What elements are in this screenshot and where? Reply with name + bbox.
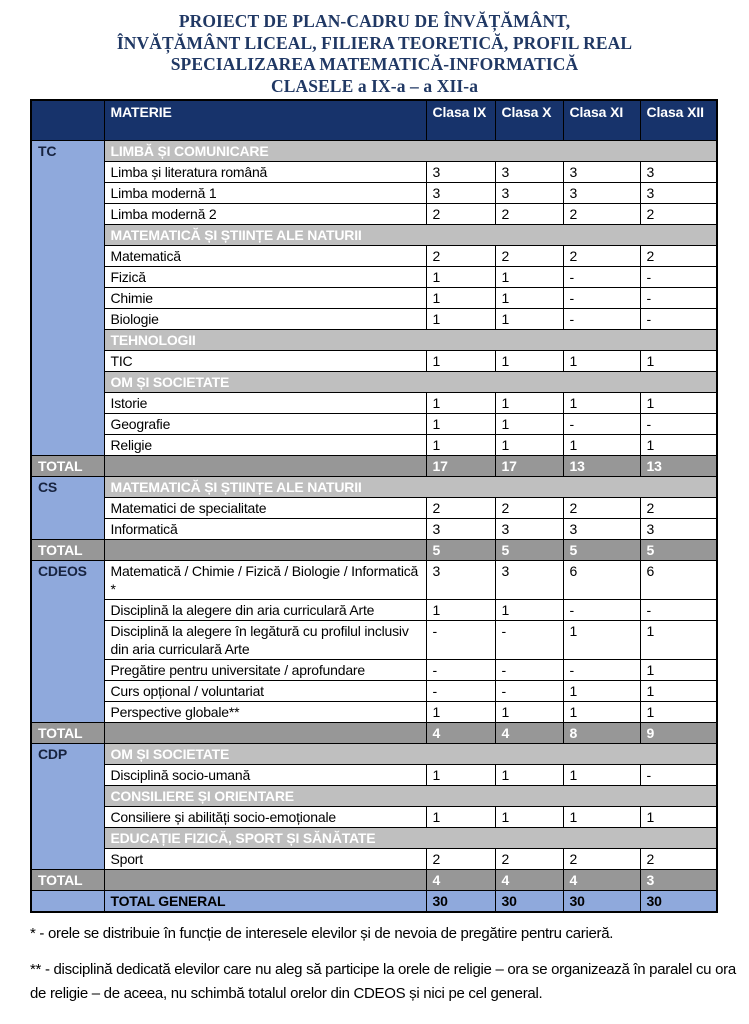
value-cell: 2	[563, 245, 640, 266]
table-row	[31, 140, 717, 161]
value-cell: 3	[426, 182, 495, 203]
subject-label-cell: Istorie	[104, 392, 426, 413]
table-row	[31, 287, 717, 308]
value-cell: 1	[563, 350, 640, 371]
value-cell: 1	[495, 308, 563, 329]
table-row	[31, 182, 717, 203]
footnote-2: ** - disciplină dedicată elevilor care nu aleg să participe la orele de religie – ora se organizează în paralel cu ora de religie – de aceea, nu schimbă totalul orelor din CDEOS și nici pe cel general.	[30, 960, 736, 1002]
subject-label-cell: Curs opțional / voluntariat	[104, 680, 426, 701]
value-cell: 1	[495, 287, 563, 308]
value-cell: 1	[426, 413, 495, 434]
section-header-cell: MATEMATICĂ ȘI ȘTIINȚE ALE NATURII	[104, 476, 717, 497]
table-row	[31, 659, 717, 680]
value-cell: 3	[495, 182, 563, 203]
table-row	[31, 518, 717, 539]
category-cell-cdp: CDP	[31, 743, 104, 869]
subject-label-cell: Chimie	[104, 287, 426, 308]
table-row	[31, 599, 717, 620]
total-value-cell: 4	[495, 869, 563, 890]
value-cell: 3	[426, 560, 495, 599]
value-cell: 1	[563, 620, 640, 659]
total-value-cell: 13	[640, 455, 717, 476]
total-value-cell: 13	[563, 455, 640, 476]
value-cell: 1	[563, 701, 640, 722]
value-cell: 1	[426, 764, 495, 785]
value-cell: 1	[426, 806, 495, 827]
table-header	[31, 100, 717, 140]
table-row	[31, 224, 717, 245]
grand-total-value-cell: 30	[426, 890, 495, 912]
value-cell: -	[640, 764, 717, 785]
value-cell: 3	[640, 161, 717, 182]
value-cell: -	[426, 659, 495, 680]
total-value-cell: 3	[640, 869, 717, 890]
title-line-2: ÎNVĂȚĂMÂNT LICEAL, FILIERA TEORETICĂ, PROFIL REAL	[116, 32, 633, 53]
total-value-cell: 17	[495, 455, 563, 476]
total-value-cell: 5	[563, 539, 640, 560]
table-row	[31, 680, 717, 701]
total-value-cell: 9	[640, 722, 717, 743]
subject-label-cell: Fizică	[104, 266, 426, 287]
value-cell: 2	[426, 848, 495, 869]
header-materie-cell: MATERIE	[104, 100, 426, 140]
table-row	[31, 497, 717, 518]
footnotes	[30, 922, 745, 1006]
subject-label-cell: Matematică / Chimie / Fizică / Biologie / Informatică *	[104, 560, 426, 599]
value-cell: 2	[640, 497, 717, 518]
value-cell: -	[563, 413, 640, 434]
section-header-cell: TEHNOLOGII	[104, 329, 717, 350]
subject-label-cell: Geografie	[104, 413, 426, 434]
table-row	[31, 203, 717, 224]
subject-label-cell: Perspective globale**	[104, 701, 426, 722]
value-cell: 1	[640, 659, 717, 680]
total-value-cell: 5	[495, 539, 563, 560]
total-label-cell: TOTAL	[31, 869, 104, 890]
value-cell: 2	[495, 497, 563, 518]
table-row	[31, 308, 717, 329]
value-cell: 1	[495, 392, 563, 413]
subject-label-cell: Religie	[104, 434, 426, 455]
value-cell: 1	[640, 701, 717, 722]
table-row	[31, 392, 717, 413]
total-spacer-cell	[104, 869, 426, 890]
value-cell: 1	[640, 806, 717, 827]
subject-label-cell: Matematică	[104, 245, 426, 266]
grand-total-value-cell: 30	[495, 890, 563, 912]
table-row	[31, 266, 717, 287]
total-spacer-cell	[104, 722, 426, 743]
value-cell: 1	[563, 392, 640, 413]
value-cell: 3	[495, 161, 563, 182]
subject-label-cell: Limba modernă 2	[104, 203, 426, 224]
table-row	[31, 764, 717, 785]
subject-label-cell: Limba și literatura română	[104, 161, 426, 182]
value-cell: 1	[426, 266, 495, 287]
section-header-cell: LIMBĂ ȘI COMUNICARE	[104, 140, 717, 161]
category-cell-tc: TC	[31, 140, 104, 455]
value-cell: 1	[426, 599, 495, 620]
table-row	[31, 785, 717, 806]
value-cell: -	[563, 659, 640, 680]
subject-label-cell: Disciplină la alegere în legătură cu profilul inclusiv din aria curriculară Arte	[104, 620, 426, 659]
subject-label-cell: TIC	[104, 350, 426, 371]
value-cell: -	[426, 680, 495, 701]
value-cell: -	[563, 308, 640, 329]
header-class-cell-4: Clasa XII	[640, 100, 717, 140]
total-row	[31, 869, 717, 890]
value-cell: 3	[495, 560, 563, 599]
title-line-3: SPECIALIZAREA MATEMATICĂ-INFORMATICĂ	[170, 54, 579, 74]
total-value-cell: 17	[426, 455, 495, 476]
value-cell: 1	[640, 620, 717, 659]
value-cell: 1	[426, 392, 495, 413]
subject-label-cell: Informatică	[104, 518, 426, 539]
table-row	[31, 806, 717, 827]
value-cell: 3	[640, 518, 717, 539]
subject-label-cell: Sport	[104, 848, 426, 869]
total-row	[31, 455, 717, 476]
total-value-cell: 4	[495, 722, 563, 743]
category-cell-cs: CS	[31, 476, 104, 539]
value-cell: 2	[495, 203, 563, 224]
value-cell: 1	[495, 434, 563, 455]
value-cell: 1	[426, 308, 495, 329]
value-cell: 2	[563, 203, 640, 224]
section-header-cell: EDUCAȚIE FIZICĂ, SPORT ȘI SĂNĂTATE	[104, 827, 717, 848]
value-cell: 3	[426, 518, 495, 539]
table-row	[31, 371, 717, 392]
table-row	[31, 161, 717, 182]
value-cell: 2	[426, 497, 495, 518]
table-row	[31, 413, 717, 434]
value-cell: 1	[640, 680, 717, 701]
title-line-4: CLASELE a IX-a – a XII-a	[270, 75, 479, 96]
document-title	[0, 0, 749, 97]
subject-label-cell: Disciplină la alegere din aria curriculară Arte	[104, 599, 426, 620]
value-cell: 3	[563, 161, 640, 182]
value-cell: 1	[640, 350, 717, 371]
value-cell: 1	[563, 764, 640, 785]
header-row	[31, 100, 717, 140]
value-cell: 1	[563, 806, 640, 827]
value-cell: 1	[640, 434, 717, 455]
footnote-1: * - orele se distribuie în funcție de interesele elevilor și de nevoia de pregătire pentru carieră.	[30, 924, 614, 942]
value-cell: 1	[495, 413, 563, 434]
value-cell: -	[563, 287, 640, 308]
value-cell: -	[640, 266, 717, 287]
value-cell: 2	[640, 203, 717, 224]
value-cell: 2	[426, 245, 495, 266]
value-cell: 2	[640, 848, 717, 869]
total-value-cell: 8	[563, 722, 640, 743]
total-label-cell: TOTAL	[31, 539, 104, 560]
value-cell: 1	[426, 350, 495, 371]
value-cell: 3	[640, 182, 717, 203]
curriculum-table	[30, 99, 718, 913]
table-row	[31, 476, 717, 497]
value-cell: 6	[563, 560, 640, 599]
section-header-cell: OM ȘI SOCIETATE	[104, 371, 717, 392]
value-cell: 1	[495, 764, 563, 785]
table-row	[31, 827, 717, 848]
value-cell: 2	[640, 245, 717, 266]
table-body	[31, 140, 717, 912]
total-value-cell: 4	[426, 722, 495, 743]
value-cell: -	[640, 413, 717, 434]
value-cell: 3	[495, 518, 563, 539]
header-class-cell-3: Clasa XI	[563, 100, 640, 140]
value-cell: -	[640, 308, 717, 329]
value-cell: -	[426, 620, 495, 659]
value-cell: 1	[563, 434, 640, 455]
total-row	[31, 722, 717, 743]
grand-total-row	[31, 890, 717, 912]
value-cell: -	[495, 659, 563, 680]
total-spacer-cell	[104, 539, 426, 560]
subject-label-cell: Limba modernă 1	[104, 182, 426, 203]
total-value-cell: 5	[640, 539, 717, 560]
table-row	[31, 848, 717, 869]
value-cell: 1	[563, 680, 640, 701]
total-label-cell: TOTAL	[31, 455, 104, 476]
table-row	[31, 245, 717, 266]
table-row	[31, 620, 717, 659]
value-cell: 2	[426, 203, 495, 224]
grand-total-value-cell: 30	[640, 890, 717, 912]
value-cell: 1	[640, 392, 717, 413]
value-cell: 6	[640, 560, 717, 599]
header-class-cell-2: Clasa X	[495, 100, 563, 140]
value-cell: 3	[563, 518, 640, 539]
value-cell: 1	[495, 701, 563, 722]
header-corner-cell	[31, 100, 104, 140]
table-row	[31, 560, 717, 599]
table-row	[31, 350, 717, 371]
header-class-cell-1: Clasa IX	[426, 100, 495, 140]
subject-label-cell: Pregătire pentru universitate / aprofundare	[104, 659, 426, 680]
value-cell: 1	[495, 599, 563, 620]
total-row	[31, 539, 717, 560]
table-row	[31, 701, 717, 722]
value-cell: -	[563, 599, 640, 620]
value-cell: 1	[495, 350, 563, 371]
section-header-cell: MATEMATICĂ ȘI ȘTIINȚE ALE NATURII	[104, 224, 717, 245]
value-cell: 2	[563, 848, 640, 869]
grand-total-value-cell: 30	[563, 890, 640, 912]
table-row	[31, 329, 717, 350]
value-cell: -	[640, 599, 717, 620]
subject-label-cell: Matematici de specialitate	[104, 497, 426, 518]
value-cell: -	[495, 620, 563, 659]
value-cell: 3	[563, 182, 640, 203]
subject-label-cell: Consiliere și abilități socio-emoționale	[104, 806, 426, 827]
subject-label-cell: Biologie	[104, 308, 426, 329]
value-cell: 1	[495, 266, 563, 287]
total-value-cell: 5	[426, 539, 495, 560]
table-row	[31, 743, 717, 764]
title-line-1: PROIECT DE PLAN-CADRU DE ÎNVĂȚĂMÂNT,	[178, 11, 571, 31]
total-label-cell: TOTAL	[31, 722, 104, 743]
value-cell: -	[563, 266, 640, 287]
total-value-cell: 4	[426, 869, 495, 890]
section-header-cell: OM ȘI SOCIETATE	[104, 743, 717, 764]
grand-total-label-cell: TOTAL GENERAL	[104, 890, 426, 912]
value-cell: 2	[563, 497, 640, 518]
subject-label-cell: Disciplină socio-umană	[104, 764, 426, 785]
value-cell: 3	[426, 161, 495, 182]
value-cell: 1	[426, 287, 495, 308]
total-spacer-cell	[104, 455, 426, 476]
category-cell-cdeos: CDEOS	[31, 560, 104, 722]
total-value-cell: 4	[563, 869, 640, 890]
value-cell: -	[640, 287, 717, 308]
value-cell: 1	[426, 434, 495, 455]
grand-total-corner-cell	[31, 890, 104, 912]
value-cell: 1	[426, 701, 495, 722]
value-cell: 1	[495, 806, 563, 827]
value-cell: -	[495, 680, 563, 701]
value-cell: 2	[495, 848, 563, 869]
value-cell: 2	[495, 245, 563, 266]
section-header-cell: CONSILIERE ȘI ORIENTARE	[104, 785, 717, 806]
table-row	[31, 434, 717, 455]
